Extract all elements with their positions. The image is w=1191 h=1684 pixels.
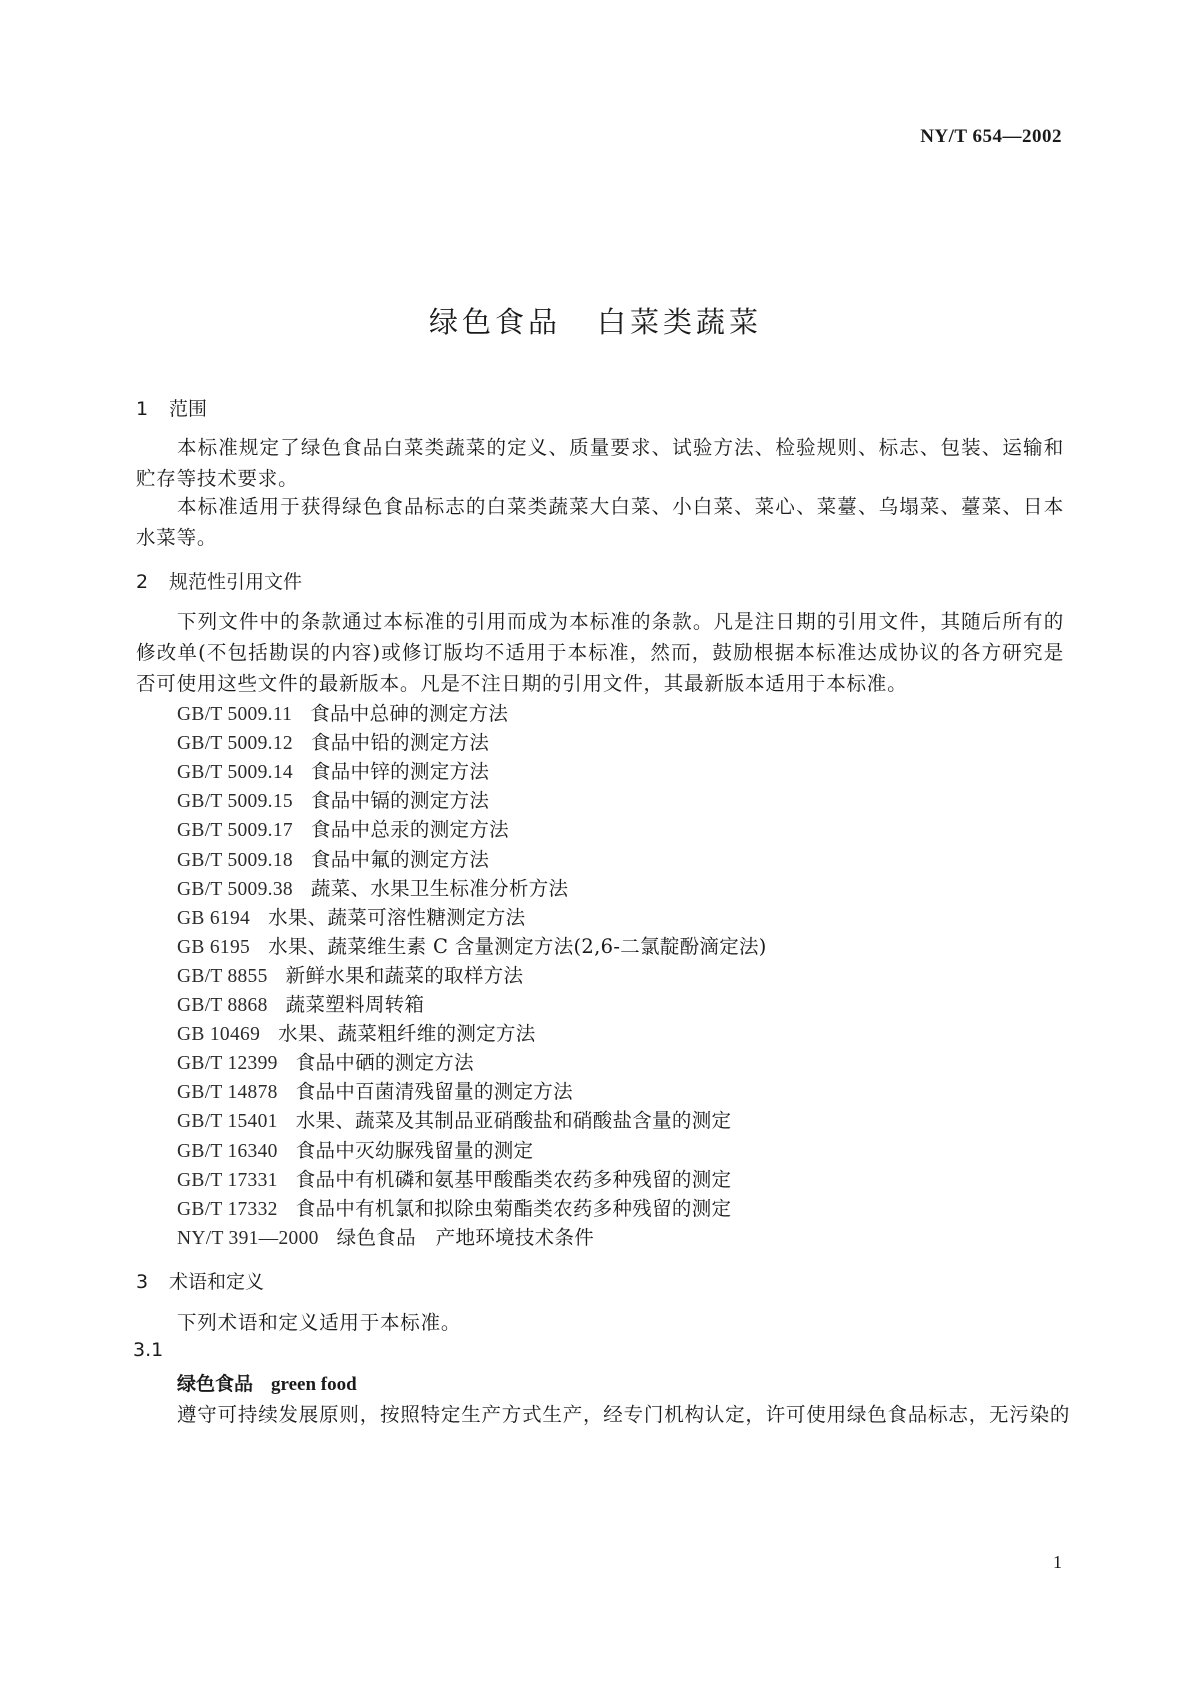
title-part-1: 绿色食品 — [428, 305, 561, 339]
reference-item — [177, 960, 523, 988]
reference-title: 食品中灭幼脲残留量的测定 — [295, 1138, 534, 1162]
scope-paragraph-1: 本标准规定了绿色食品白菜类蔬菜的定义、质量要求、试验方法、检验规则、标志、包装、运输和贮存等技术要求。 — [136, 436, 1064, 490]
reference-code: GB 10469 — [177, 1024, 261, 1046]
reference-item — [177, 1105, 731, 1133]
reference-item — [177, 902, 525, 930]
section-title: 术语和定义 — [169, 1271, 265, 1293]
reference-title: 绿色食品 产地环境技术条件 — [336, 1225, 595, 1249]
section-heading-references — [136, 567, 302, 594]
reference-title: 食品中百菌清残留量的测定方法 — [295, 1080, 573, 1104]
reference-code: GB/T 16340 — [177, 1140, 278, 1162]
reference-code: GB/T 5009.18 — [177, 849, 293, 871]
reference-title: 食品中硒的测定方法 — [295, 1051, 474, 1075]
reference-code: GB/T 5009.17 — [177, 820, 293, 842]
reference-item — [177, 1164, 731, 1192]
reference-code: GB 6194 — [177, 907, 251, 929]
reference-title: 蔬菜塑料周转箱 — [285, 993, 425, 1016]
terms-intro: 下列术语和定义适用于本标准。 — [177, 1311, 462, 1334]
reference-code: GB/T 14878 — [177, 1082, 278, 1104]
reference-title: 食品中镉的测定方法 — [310, 789, 490, 813]
standard-number: NY/T 654—2002 — [920, 126, 1062, 147]
reference-code: GB/T 12399 — [177, 1053, 278, 1075]
reference-code: GB/T 5009.11 — [177, 704, 293, 725]
reference-code: GB/T 17332 — [177, 1198, 278, 1220]
term-entry — [177, 1369, 357, 1396]
scope-paragraph-2: 本标准适用于获得绿色食品标志的白菜类蔬菜大白菜、小白菜、菜心、菜薹、乌塌菜、薹菜、日本水菜等。 — [136, 495, 1064, 549]
reference-title: 食品中铅的测定方法 — [310, 731, 490, 755]
section-heading-scope — [136, 394, 207, 421]
reference-code: GB/T 8868 — [177, 995, 268, 1016]
reference-title: 水果、蔬菜及其制品亚硝酸盐和硝酸盐含量的测定 — [295, 1109, 732, 1133]
subclause-number: 3.1 — [133, 1339, 164, 1361]
term-definition: 遵守可持续发展原则，按照特定生产方式生产，经专门机构认定，许可使用绿色食品标志，无污染的 — [177, 1403, 1071, 1426]
reference-title: 食品中锌的测定方法 — [310, 760, 490, 784]
document-title — [0, 300, 1191, 341]
reference-code: GB/T 5009.15 — [177, 791, 293, 813]
reference-code: GB/T 8855 — [177, 965, 268, 987]
reference-code: GB/T 5009.38 — [177, 878, 293, 900]
reference-title: 水果、蔬菜维生素 C 含量测定方法(2,6-二氯靛酚滴定法) — [268, 934, 767, 958]
reference-code: NY/T 391—2000 — [177, 1227, 319, 1249]
reference-title: 食品中总砷的测定方法 — [310, 702, 509, 725]
reference-item — [177, 989, 424, 1017]
reference-title: 食品中氟的测定方法 — [310, 847, 490, 871]
reference-title: 新鲜水果和蔬菜的取样方法 — [285, 963, 524, 987]
term-english: green food — [271, 1374, 357, 1395]
reference-item — [177, 931, 767, 959]
term-chinese: 绿色食品 — [177, 1373, 254, 1395]
page-number: 1 — [1053, 1552, 1062, 1572]
reference-code: GB/T 17331 — [177, 1169, 278, 1191]
reference-item — [177, 1047, 474, 1075]
reference-item — [177, 698, 508, 726]
reference-item — [177, 785, 489, 813]
section-number: 2 — [136, 571, 149, 593]
section-number: 1 — [136, 398, 149, 420]
reference-title: 水果、蔬菜可溶性糖测定方法 — [268, 905, 526, 929]
title-part-2: 白菜类蔬菜 — [597, 305, 763, 339]
reference-code: GB 6195 — [177, 936, 251, 958]
reference-item — [177, 1193, 731, 1221]
reference-item — [177, 756, 489, 784]
reference-item — [177, 873, 568, 901]
section-title: 范围 — [169, 398, 208, 420]
section-heading-terms — [136, 1267, 264, 1294]
reference-title: 食品中总汞的测定方法 — [310, 818, 509, 842]
reference-item — [177, 727, 489, 755]
reference-title: 水果、蔬菜粗纤维的测定方法 — [278, 1022, 536, 1046]
reference-item — [177, 844, 489, 872]
reference-item — [177, 814, 509, 842]
reference-code: GB/T 15401 — [177, 1111, 278, 1133]
reference-code: GB/T 5009.12 — [177, 733, 293, 755]
section-title: 规范性引用文件 — [169, 571, 303, 593]
reference-item — [177, 1018, 536, 1046]
section-number: 3 — [136, 1271, 149, 1293]
reference-item — [177, 1222, 594, 1250]
reference-item — [177, 1076, 573, 1104]
references-intro: 下列文件中的条款通过本标准的引用而成为本标准的条款。凡是注日期的引用文件，其随后所有的修改单(不包括勘误的内容)或修订版均不适用于本标准，然而，鼓励根据本标准达成协议的各方研究是否可使用这些文件的最新版本。凡是不注日期的引用文件，其最新版本适用于本标准。 — [136, 610, 1064, 695]
reference-title: 蔬菜、水果卫生标准分析方法 — [310, 876, 569, 900]
reference-title: 食品中有机氯和拟除虫菊酯类农药多种残留的测定 — [295, 1196, 732, 1220]
reference-code: GB/T 5009.14 — [177, 762, 293, 784]
reference-title: 食品中有机磷和氨基甲酸酯类农药多种残留的测定 — [295, 1167, 732, 1191]
reference-item — [177, 1135, 533, 1163]
